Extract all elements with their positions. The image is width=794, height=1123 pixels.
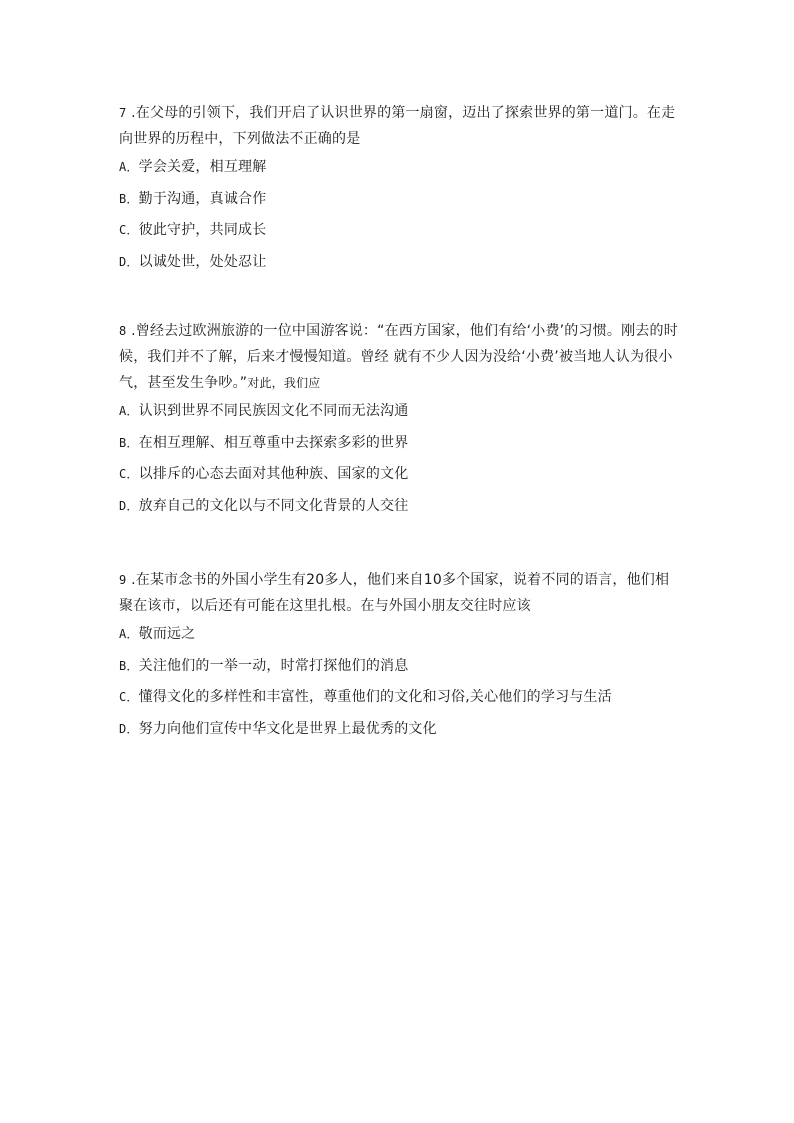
option-text: 学会关爱，相互理解	[138, 159, 267, 175]
question-8-option-d	[119, 491, 679, 523]
question-9-option-c	[119, 682, 679, 714]
question-7	[119, 100, 679, 278]
option-letter: A．	[119, 627, 139, 641]
option-letter: A．	[119, 404, 139, 418]
option-text: 彼此守护，共同成长	[138, 222, 267, 238]
question-9-option-d	[119, 714, 679, 746]
question-8-stem	[119, 318, 679, 396]
question-8-text: .曾经去过欧洲旅游的一位中国游客说：“在西方国家，他们有给‘小费’的习惯。刚去的时候，我们并不了解，后来才慢慢知道。曾经 就有不少人因为没给‘小费’被当地人认为很小气，甚至发生争吵。”	[119, 323, 678, 391]
question-7-text: .在父母的引领下，我们开启了认识世界的第一扇窗，迈出了探索世界的第一道门。在走向世界的历程中，下列做法不正确的是	[119, 105, 676, 147]
option-text: 勤于沟通，真诚合作	[138, 190, 267, 207]
question-7-option-a	[119, 152, 679, 184]
question-8-option-c	[119, 459, 679, 491]
option-letter: C．	[119, 467, 139, 481]
question-7-option-b	[119, 184, 679, 216]
question-8-number: 8	[119, 324, 127, 338]
question-7-option-d	[119, 247, 679, 279]
option-letter: B．	[119, 658, 139, 673]
question-9-stem	[119, 567, 679, 619]
option-letter: D．	[119, 498, 139, 513]
option-letter: B．	[119, 435, 139, 450]
question-9-text: .在某市念书的外国小学生有20多人，他们来自10多个国家，说着不同的语言，他们相聚在该市，以后还有可能在这里扎根。在与外国小朋友交往时应该	[119, 572, 670, 614]
question-7-stem	[119, 100, 679, 152]
option-text: 懂得文化的多样性和丰富性，尊重他们的文化和习俗,关心他们的学习与生活	[138, 689, 612, 705]
option-letter: A．	[119, 160, 139, 174]
option-letter: D．	[119, 721, 139, 736]
question-9-number: 9	[119, 573, 127, 587]
option-letter: C．	[119, 690, 139, 704]
question-7-option-c	[119, 215, 679, 247]
option-letter: C．	[119, 223, 139, 237]
question-8-option-a	[119, 396, 679, 428]
question-9-options	[119, 619, 679, 745]
question-8-options	[119, 396, 679, 522]
question-8-option-b	[119, 428, 679, 460]
option-text: 以排斥的心态去面对其他种族、国家的文化	[138, 466, 409, 482]
option-text: 认识到世界不同民族因文化不同而无法沟通	[138, 403, 409, 419]
question-7-number: 7	[119, 106, 127, 120]
question-9-option-b	[119, 651, 679, 683]
option-letter: B．	[119, 191, 139, 206]
question-9-option-a	[119, 619, 679, 651]
option-text: 努力向他们宣传中华文化是世界上最优秀的文化	[138, 720, 437, 737]
question-9	[119, 567, 679, 745]
option-text: 在相互理解、相互尊重中去探索多彩的世界	[138, 434, 409, 451]
question-8-stem-tail: 对此，我们应	[247, 376, 321, 390]
question-7-options	[119, 152, 679, 278]
option-text: 关注他们的一举一动，时常打探他们的消息	[138, 657, 409, 674]
option-text: 放弃自己的文化以与不同文化背景的人交往	[138, 497, 409, 514]
option-text: 敬而远之	[138, 626, 196, 642]
option-text: 以诚处世，处处忍让	[138, 253, 267, 270]
option-letter: D．	[119, 254, 139, 269]
question-8	[119, 318, 679, 522]
